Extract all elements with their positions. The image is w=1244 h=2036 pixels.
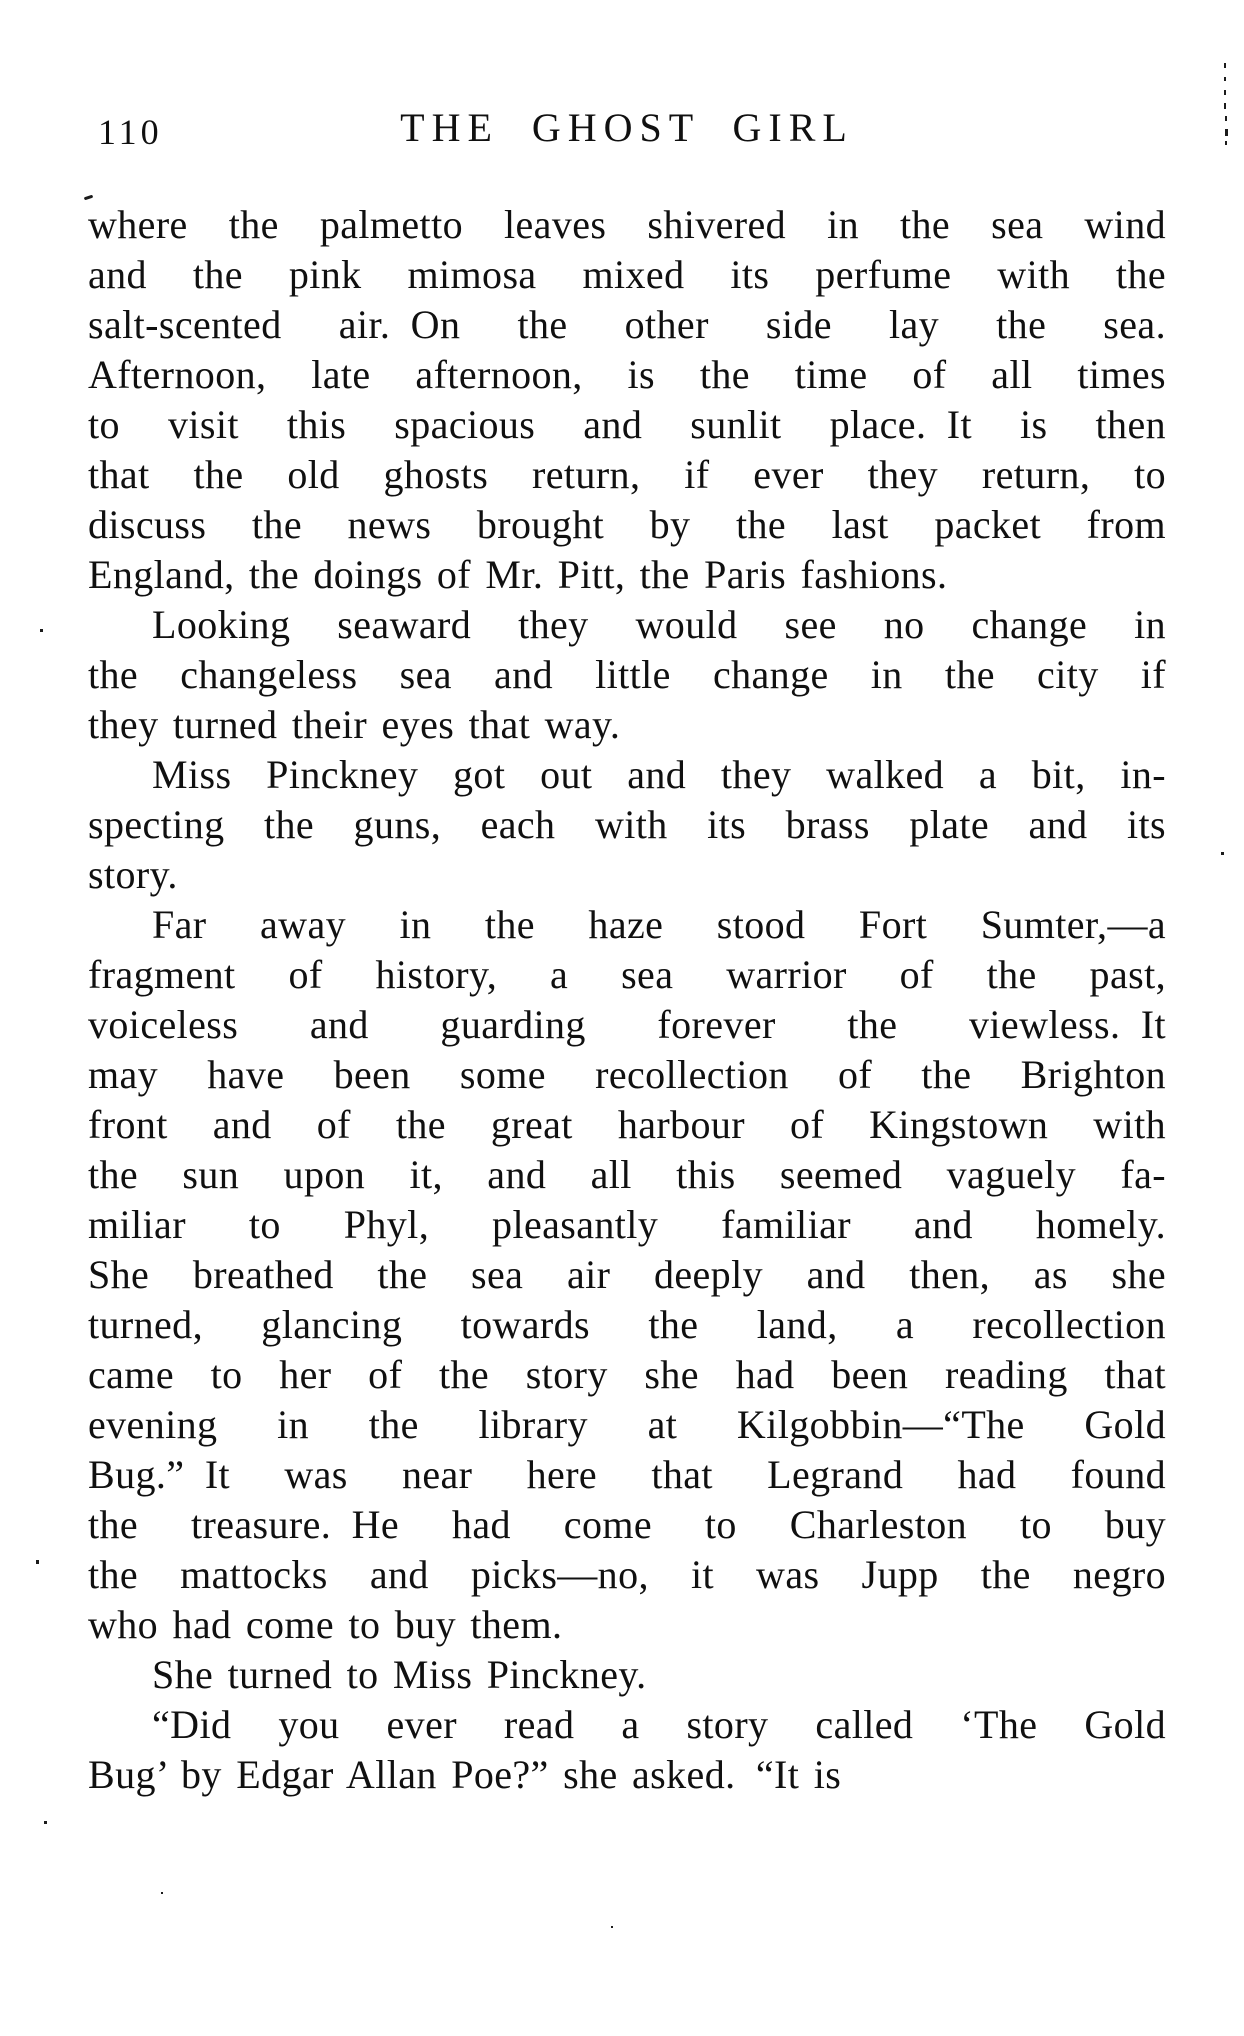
text-line: evening in the library at Kilgobbin—“The Gold (88, 1402, 1166, 1447)
scan-speck (1224, 77, 1226, 81)
scan-speck (611, 1926, 613, 1928)
paragraph (88, 200, 1166, 600)
text-line: Far away in the haze stood Fort Sumter,—a (152, 902, 1166, 947)
text-line: where the palmetto leaves shivered in the sea wind (88, 202, 1166, 247)
text-line: the mattocks and picks—no, it was Jupp the negro (88, 1552, 1166, 1597)
text-line: the treasure. He had come to Charleston to buy (88, 1502, 1166, 1547)
text-line: discuss the news brought by the last packet from (88, 502, 1166, 547)
text-line: She breathed the sea air deeply and then, as she (88, 1252, 1166, 1297)
text-line: England, the doings of Mr. Pitt, the Paris fashions. (88, 552, 948, 597)
text-line: who had come to buy them. (88, 1602, 563, 1647)
scan-speck (36, 1560, 39, 1564)
text-line: that the old ghosts return, if ever they return, to (88, 452, 1166, 497)
scan-speck (161, 1892, 163, 1894)
text-line: Bug.” It was near here that Legrand had found (88, 1452, 1166, 1497)
text-line: may have been some recollection of the Brighton (88, 1052, 1166, 1097)
text-line: Miss Pinckney got out and they walked a bit, in- (152, 752, 1166, 797)
text-line: the sun upon it, and all this seemed vaguely fa- (88, 1152, 1166, 1197)
text-line: salt-scented air. On the other side lay the sea. (88, 302, 1166, 347)
text-line: came to her of the story she had been reading that (88, 1352, 1166, 1397)
page-title: THE GHOST GIRL (400, 105, 854, 150)
page-number: 110 (98, 112, 163, 152)
text-line: Bug’ by Edgar Allan Poe?” she asked. “It is (88, 1752, 842, 1797)
text-line: Afternoon, late afternoon, is the time of all times (88, 352, 1166, 397)
scan-speck (1221, 852, 1224, 855)
text-line: turned, glancing towards the land, a recollection (88, 1302, 1166, 1347)
text-line: “Did you ever read a story called ‘The Gold (152, 1702, 1166, 1747)
scan-speck (40, 629, 43, 632)
text-line: She turned to Miss Pinckney. (152, 1652, 647, 1697)
text-line: they turned their eyes that way. (88, 702, 621, 747)
scan-speck (1224, 63, 1226, 68)
page-header (88, 104, 1166, 156)
paragraph (88, 600, 1166, 750)
page-body (88, 200, 1166, 1800)
scan-speck (44, 1821, 47, 1824)
paragraph (88, 750, 1166, 900)
paragraph (88, 1650, 1166, 1700)
text-line: to visit this spacious and sunlit place. It is then (88, 402, 1166, 447)
text-line: front and of the great harbour of Kingstown with (88, 1102, 1166, 1147)
text-line: story. (88, 852, 178, 897)
scan-speck (1225, 116, 1227, 121)
scan-speck (1225, 129, 1228, 136)
scan-speck (1225, 141, 1227, 145)
text-line: Looking seaward they would see no change in (152, 602, 1166, 647)
text-line: miliar to Phyl, pleasantly familiar and homely. (88, 1202, 1166, 1247)
scan-speck (1224, 103, 1226, 109)
text-line: the changeless sea and little change in the city if (88, 652, 1166, 697)
text-line: voiceless and guarding forever the viewless. It (88, 1002, 1166, 1047)
text-line: fragment of history, a sea warrior of the past, (88, 952, 1166, 997)
paragraph (88, 900, 1166, 1650)
text-line: specting the guns, each with its brass plate and its (88, 802, 1166, 847)
text-line: and the pink mimosa mixed its perfume with the (88, 252, 1166, 297)
scan-speck (1224, 90, 1226, 95)
paragraph (88, 1700, 1166, 1800)
